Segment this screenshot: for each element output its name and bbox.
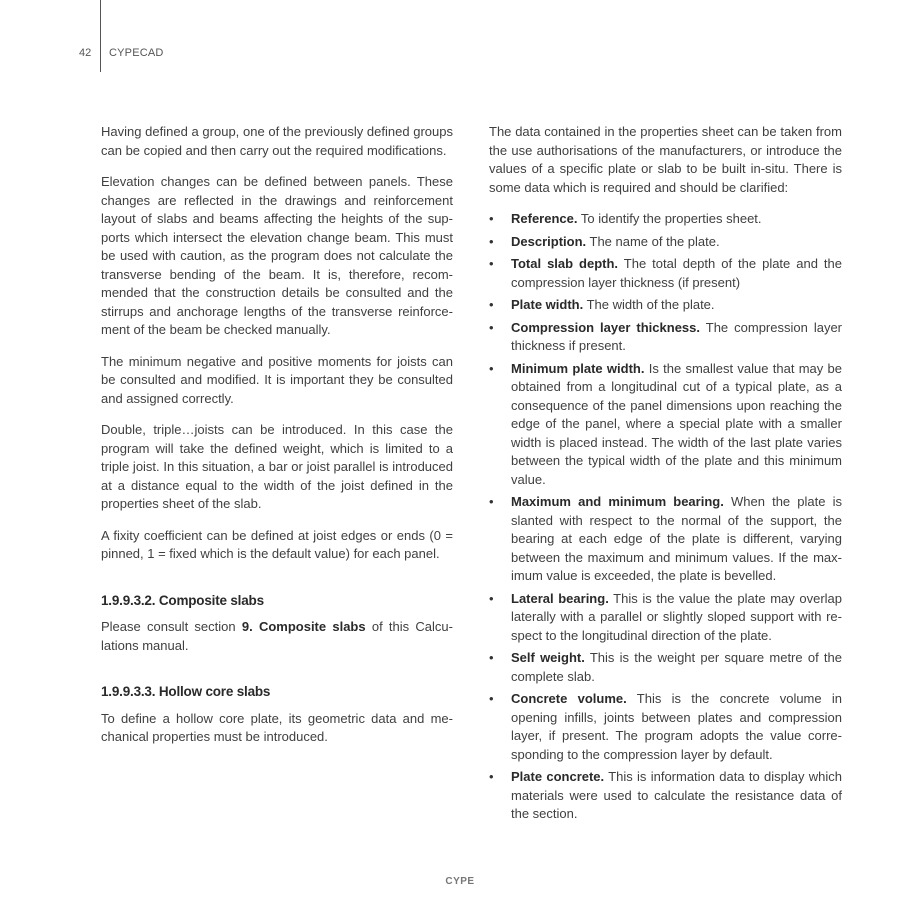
bullet-icon: • [489, 650, 494, 665]
list-item-text: Is the smallest value that may be obtained from a longitudinal cut of a typical plate, as a consequence of the panel dimensions upon reaching the edge of the panel, where a special plate with a smaller width is placed instead. The width of the last plate varies between the typical width of the plate and this minimum value. [511, 360, 842, 487]
list-item [489, 233, 842, 252]
footer-brand: CYPE [445, 876, 475, 887]
list-item [489, 768, 842, 824]
list-item-text: The width of the plate. [583, 297, 715, 312]
composite-text-post: of this Calculations manual. [101, 619, 453, 653]
paragraph-hollow-core: To define a hollow core plate, its geometric data and mechanical properties must be introduced. [101, 710, 453, 744]
list-item-text: This is the value the plate may overlap laterally with a parallel or slightly sloped support with respect to the longitudinal direction of the plate. [511, 590, 842, 643]
list-item [489, 493, 842, 586]
list-item [489, 360, 842, 490]
list-item [489, 590, 842, 646]
list-item-term: Maximum and minimum bearing. [511, 494, 724, 509]
list-item [489, 210, 842, 229]
list-item-term: Self weight. [511, 650, 585, 665]
list-item-term: Total slab depth. [511, 256, 619, 271]
paragraph-groups: Having defined a group, one of the previously defined groups can be copied and then carry out the required modifications. [101, 124, 453, 158]
list-item-term: Lateral bearing. [511, 590, 609, 606]
list-item-term: Compression layer thickness. [511, 319, 700, 335]
bullet-icon: • [489, 360, 494, 376]
bullet-icon: • [489, 494, 494, 509]
list-item-term: Minimum plate width. [511, 360, 645, 376]
bullet-icon: • [489, 256, 494, 271]
list-item-text: This is information data to display which materials were used to calculate the resistance data of the section. [511, 769, 842, 821]
list-item-text: This is the weight per square metre of the complete slab. [511, 650, 842, 684]
list-item-text: To identify the properties sheet. [577, 211, 762, 226]
list-item-term: Reference. [511, 211, 578, 226]
bullet-icon: • [489, 769, 494, 784]
list-item-text: The total depth of the plate and the compression layer thickness (if present) [511, 256, 842, 290]
bullet-icon: • [489, 691, 494, 706]
list-item-term: Description. [511, 233, 587, 249]
right-column [489, 123, 842, 828]
bullet-icon: • [489, 319, 494, 335]
left-column [101, 123, 453, 760]
list-item-text: When the plate is slanted with respect to the normal of the support, the bearing at each edge of the plate is different, varying between the maximum and minimum values. If the maximum value is exceeded, the plate is bevelled. [511, 494, 842, 583]
list-item-text: The name of the plate. [586, 233, 720, 249]
composite-section-reference: 9. Composite slabs [241, 619, 366, 634]
paragraph-composite-slabs [101, 618, 453, 655]
list-item [489, 319, 842, 356]
header-rule [100, 0, 101, 72]
list-item [489, 296, 842, 315]
composite-text-pre: Please consult section [101, 619, 242, 634]
list-item [489, 690, 842, 764]
paragraph-properties-intro: The data contained in the properties sheet can be taken from the use authorisations of the manufacturers, or introduce the values of a specific plate or slab to be built in-situ. There is some data which is required and should be clarified: [489, 124, 842, 195]
list-item-term: Concrete volume. [511, 691, 627, 706]
list-item-term: Plate width. [511, 297, 584, 312]
list-item [489, 255, 842, 292]
paragraph-fixity-coefficient: A fixity coefficient can be defined at joist edges or ends (0 = pinned, 1 = fixed which is the default value) for each panel. [101, 527, 453, 561]
list-item-text: This is the concrete volume in opening infills, joints between plates and compression layer, if present. The program adopts the value corresponding to the compression layer by default. [511, 691, 843, 762]
bullet-icon: • [489, 590, 494, 606]
page-number: 42 [79, 47, 92, 59]
heading-hollow-core-slabs: 1.9.9.3.3. Hollow core slabs [101, 684, 271, 699]
bullet-icon: • [489, 233, 494, 249]
list-item-term: Plate concrete. [511, 769, 605, 784]
paragraph-moments: The minimum negative and positive moments for joists can be consulted and modified. It is important they be consulted and assigned correctly. [101, 353, 453, 406]
list-item [489, 649, 842, 686]
bullet-icon: • [489, 211, 494, 226]
paragraph-elevation-changes: Elevation changes can be defined between panels. These changes are reflected in the drawings and reinforcement layout of slabs and beams affecting the heights of the supports which intersect the elevation change beam. This must be used with caution, as the program does not calculate the transverse bending of the beam. It is, therefore, recommended that the construction details be consulted and the stirrups and anchorage lengths of the transverse reinforcement of the beam be checked manually. [101, 174, 453, 337]
bullet-icon: • [489, 297, 494, 312]
list-item-text: The compression layer thickness if present. [511, 319, 842, 353]
properties-list [489, 210, 842, 824]
paragraph-multiple-joists: Double, triple…joists can be introduced. In this case the program will take the defined weight, which is limited to a triple joist. In this situation, a bar or joist parallel is introduced at a distance equal to the width of the joist defined in the properties sheet of the slab. [101, 422, 453, 511]
running-header-title: CYPECAD [109, 47, 164, 59]
heading-composite-slabs: 1.9.9.3.2. Composite slabs [101, 592, 264, 608]
